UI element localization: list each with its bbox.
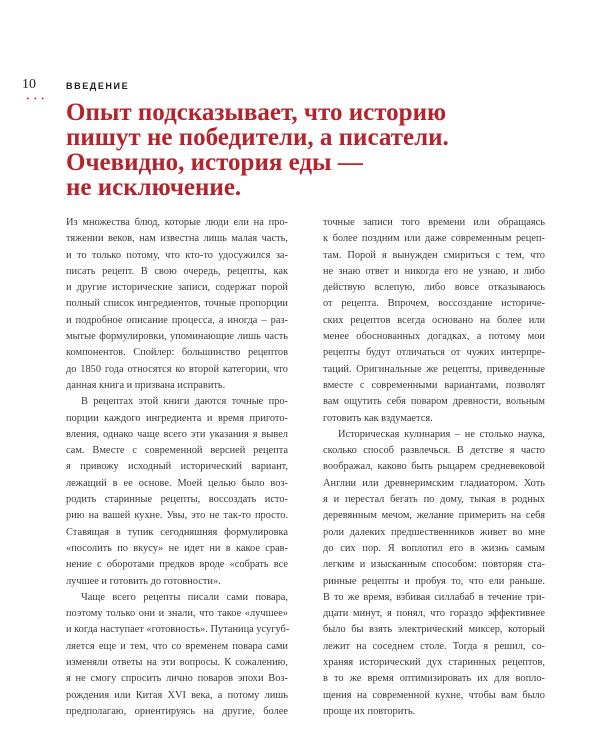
text-line: компонентов. Спойлер: большинство рецептов [66,347,288,359]
text-line: сколько способ развлечься. В детстве я часто [323,445,545,457]
text-line: в то же время оптимизировать их для вопло- [323,673,545,685]
text-line: дцати минут, я понял, что гораздо эффективнее [323,608,545,620]
text-line: лучшее и готовить до готовности». [66,575,221,587]
text-line: действую вслепую, либо вовсе отказываюсь [323,282,545,294]
text-line: вместе с современными вариантами, позволят [323,379,545,391]
text-line: к более поздним или даже современным рецеп- [323,233,545,245]
text-line: воображал, каково быть рыцарем средневековой [323,461,545,473]
text-line: Из множества блюд, которые люди ели на про- [66,217,288,228]
text-line: и другие исторические записи, содержат порой [66,282,288,294]
text-line: готовить как вздумается. [323,412,433,424]
text-line: Англии или древнеримским гладиатором. Хоть [323,477,545,489]
text-line: Ставящая в тупик сегодняшняя формулировка [66,526,288,538]
text-line: писать рецепт. В свою очередь, рецепты, как [66,265,288,277]
text-line: поэтому только они и знали, что такое «лучшее» [66,608,288,620]
text-line: нение с оборотами предков вроде «собрать все [66,559,288,571]
text-line: я привожу исходный исторический вариант, [66,461,288,473]
text-line: не знаю ответ и никогда его не узнаю, и либо [323,265,545,277]
headline-line: Опыт подсказывает, что историю [66,99,447,126]
text-line: храняя исторический дух старинных рецептов, [323,657,545,669]
text-line: ляется еще и тем, что со временем повара сами [66,640,288,652]
text-line: до сих пор. Я воплотил его в жизнь самым [323,542,545,554]
text-line: я не смогу спросить лично поваров эпохи Воз- [66,673,288,685]
text-line: мытые формулировки, упоминающие лишь часть [66,331,288,343]
text-line: ских рецептов всегда основано на более или [323,314,545,326]
text-line: я и перестал бегать по дому, тыкая в родных [323,494,545,506]
section-label: ВВЕДЕНИЕ [66,81,130,91]
text-line: до 1850 года относятся ко второй категории, что [66,363,288,375]
text-line: было бы взять электрический миксер, который [323,624,545,636]
chapter-headline [66,100,516,200]
text-line: родить старинные рецепты, воссоздать исто- [66,494,288,506]
text-line: «посолить по вкусу» не идет ни в какое срав- [66,542,288,554]
text-line: сам. Вместе с современной версией рецепта [66,445,288,457]
text-line: роли далеких предшественников живет во мне [323,526,545,538]
text-line: Чаще всего рецепты писали сами повара, [81,591,288,603]
text-line: легким и изысканным способом: повторяя ста- [323,559,545,571]
text-line: полный список ингредиентов, точные пропорции [66,298,288,310]
text-line: и когда наступает «готовность». Путаница усугуб- [66,624,290,636]
text-line: деревянным мечом, желание примерить на себя [323,510,545,522]
text-line: точные записи того времени или обращаясь [323,217,545,228]
headline-line: Очевидно, история еды — [66,149,363,176]
text-line: рождения или Китая XVI века, а потому лишь [66,689,288,701]
left-column [66,215,288,720]
text-line: Историческая кулинария – не столько наука, [338,428,545,440]
text-line: рию на вашей кухне. Увы, это не так-то просто. [66,510,288,522]
text-line: предполагаю, ориентируясь на другие, более [66,705,288,717]
text-line: рецепты будут отличаться от чужих интерпре- [323,347,545,359]
text-line: вления, однако чаще всего эти указания я вывел [66,428,288,440]
page-number: 10 [22,77,36,92]
text-line: таций. Оригинальные же рецепты, приведенные [323,363,545,375]
right-column [323,215,545,720]
text-line: лежит на соседнем столе. Тогда я решил, со- [323,640,545,652]
page-marker-dots: • • • [26,96,46,103]
text-line: вам ощутить себя поваром древности, вольным [323,396,545,408]
text-line: щения на современной кухне, чтобы вам было [323,689,545,701]
text-line: проще их повторить. [323,705,416,717]
text-line: менее обоснованных догадках, а потому мои [323,331,545,343]
text-line: от рецепта. Впрочем, воссоздание историче- [323,298,545,310]
text-line: тяжении веков, нам известна лишь малая часть, [66,233,288,245]
text-line: лежащий в ее основе. Моей целью было воз- [66,477,288,489]
text-line: данная книга и призвана исправить. [66,379,226,391]
text-line: В рецептах этой книги даются точные про- [81,396,288,408]
text-line: В то же время, взбивая силлабаб в течение три- [323,591,545,603]
headline-line: пишут не победители, а писатели. [66,124,449,151]
text-line: там. Порой я вынужден смириться с тем, что [323,249,545,261]
headline-line: не исключение. [66,174,242,201]
text-line: порции каждого ингредиента и время пригото- [66,412,288,424]
text-line: и подробное описание процесса, а иногда – раз- [66,314,288,326]
text-line: ринные рецепты и пробуя то, что ели раньше. [323,575,545,587]
text-line: и то только потому, что кто-то удосужился за- [66,249,288,261]
text-line: изменяли ответы на эти вопросы. К сожалению, [66,657,288,669]
